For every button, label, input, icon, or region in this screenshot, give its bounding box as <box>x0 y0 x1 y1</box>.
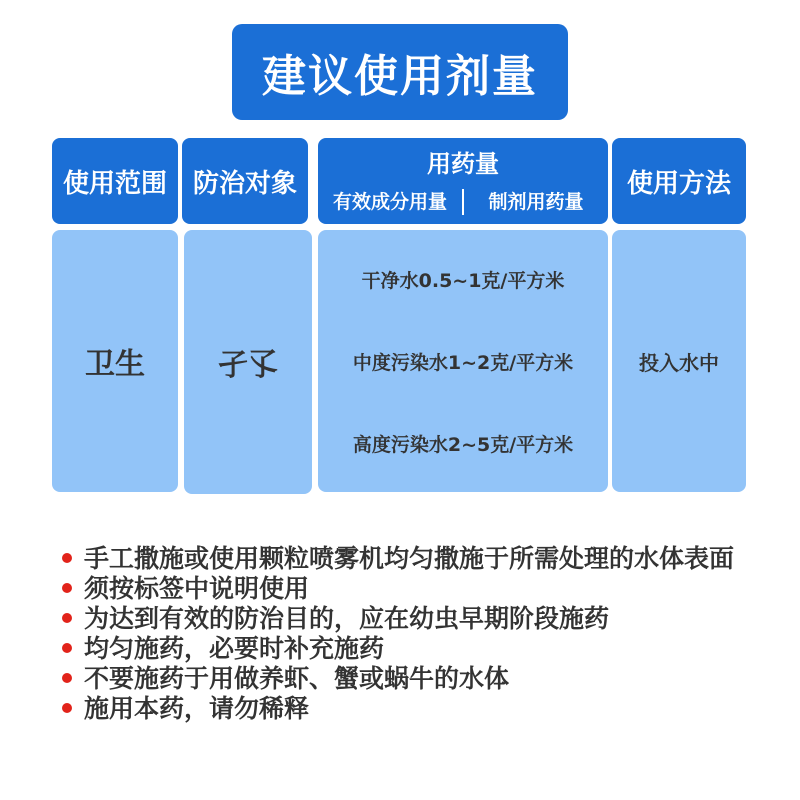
bullet-dot <box>62 613 72 623</box>
cell-target: 孑孓 <box>184 230 312 494</box>
header-scope: 使用范围 <box>52 138 178 224</box>
page-title: 建议使用剂量 <box>262 51 538 102</box>
header-formulation: 制剂用药量 <box>488 191 584 213</box>
note-text: 均匀施药，必要时补充施药 <box>84 634 385 663</box>
list-item <box>62 664 784 694</box>
cell-method: 投入水中 <box>612 230 746 492</box>
header-target: 防治对象 <box>182 138 308 224</box>
note-text: 不要施药于用做养虾、蟹或蜗牛的水体 <box>84 664 510 693</box>
bullet-dot <box>62 553 72 563</box>
header-active-ingredient: 有效成分用量 <box>332 191 447 213</box>
header-dosage-sub <box>318 186 608 218</box>
header-dosage-label: 用药量 <box>427 150 499 178</box>
list-item <box>62 694 784 724</box>
dose-moderate-water: 中度污染水1~2克/平方米 <box>352 352 574 374</box>
usage-notes <box>62 544 784 724</box>
list-item <box>62 544 784 574</box>
note-text: 手工撒施或使用颗粒喷雾机均匀撒施于所需处理的水体表面 <box>84 544 735 573</box>
title-banner <box>232 24 568 120</box>
dose-clean-water: 干净水0.5~1克/平方米 <box>361 270 565 292</box>
list-item <box>62 574 784 604</box>
dose-heavy-water: 高度污染水2~5克/平方米 <box>352 434 574 456</box>
list-item <box>62 634 784 664</box>
bullet-dot <box>62 583 72 593</box>
bullet-dot <box>62 703 72 713</box>
cell-scope: 卫生 <box>52 230 178 492</box>
header-dosage <box>318 138 608 224</box>
note-text: 须按标签中说明使用 <box>84 574 310 603</box>
note-text: 为达到有效的防治目的，应在幼虫早期阶段施药 <box>84 604 610 633</box>
bullet-dot <box>62 673 72 683</box>
note-text: 施用本药，请勿稀释 <box>84 694 310 723</box>
cell-dosage <box>318 230 608 492</box>
header-method: 使用方法 <box>612 138 746 224</box>
list-item <box>62 604 784 634</box>
bullet-dot <box>62 643 72 653</box>
